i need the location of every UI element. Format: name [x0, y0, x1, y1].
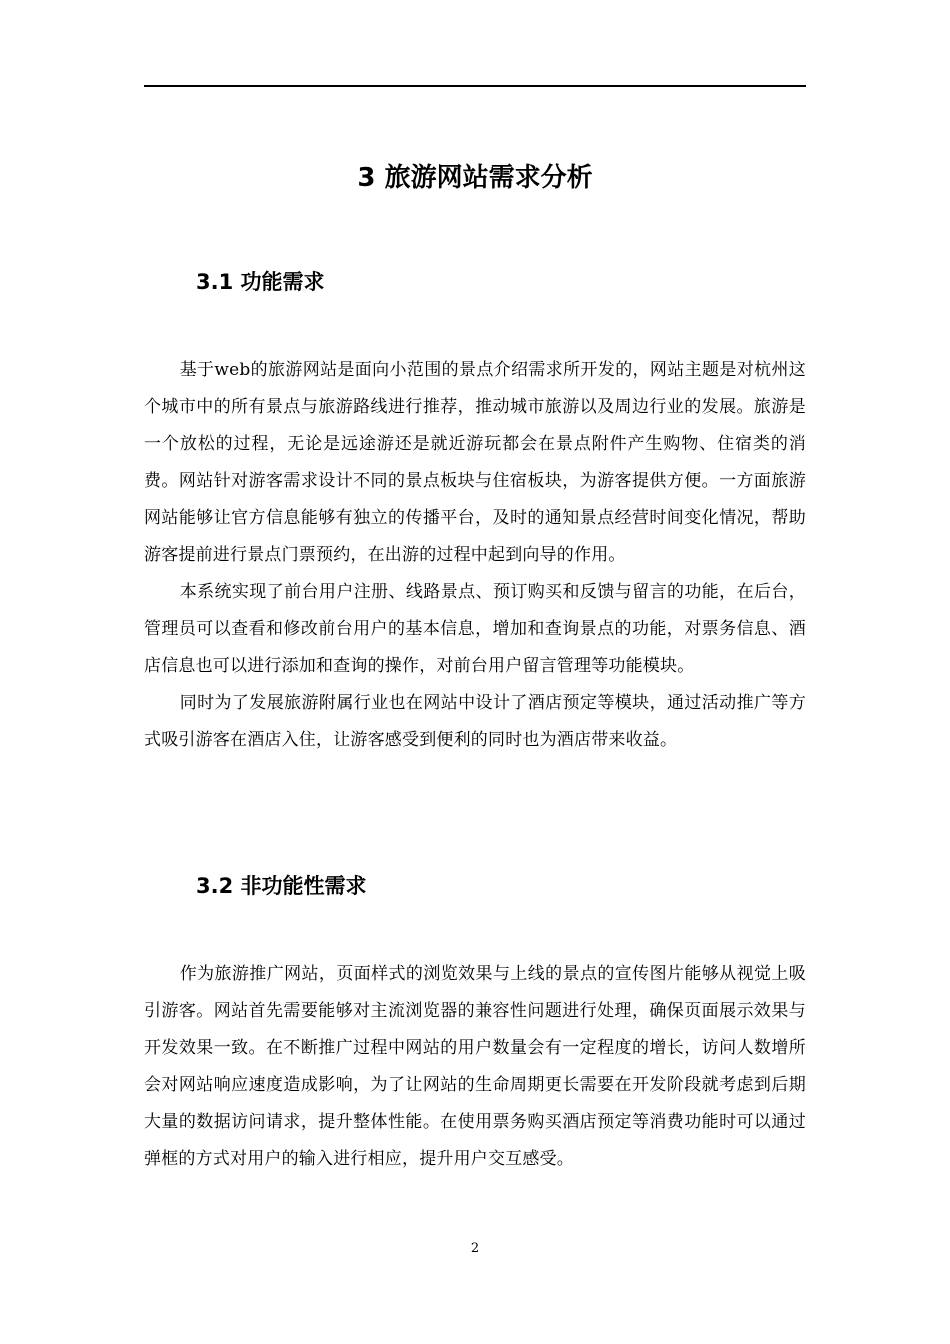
section-heading-functional: 3.1 功能需求 [196, 270, 325, 294]
chapter-title: 3 旅游网站需求分析 [357, 163, 593, 193]
header-rule [144, 85, 806, 87]
paragraph: 作为旅游推广网站，页面样式的浏览效果与上线的景点的宣传图片能够从视觉上吸引游客。网站首先需要能够对主流浏览器的兼容性问题进行处理，确保页面展示效果与开发效果一致。在不断推广过程中网站的用户数量会有一定程度的增长，访问人数增所会对网站响应速度造成影响，为了让网站的生命周期更长需要在开发阶段就考虑到后期大量的数据访问请求，提升整体性能。在使用票务购买酒店预定等消费功能时可以通过弹框的方式对用户的输入进行相应，提升用户交互感受。 [144, 964, 806, 1169]
section-heading-non-functional: 3.2 非功能性需求 [196, 874, 367, 898]
section-body-non-functional [144, 956, 806, 1178]
paragraph: 本系统实现了前台用户注册、线路景点、预订购买和反馈与留言的功能，在后台，管理员可以查看和修改前台用户的基本信息，增加和查询景点的功能，对票务信息、酒店信息也可以进行添加和查询的操作，对前台用户留言管理等功能模块。 [144, 582, 806, 676]
page-number: 2 [470, 1241, 480, 1256]
paragraph: 同时为了发展旅游附属行业也在网站中设计了酒店预定等模块，通过活动推广等方式吸引游客在酒店入住，让游客感受到便利的同时也为酒店带来收益。 [144, 693, 806, 750]
paragraph: 基于web的旅游网站是面向小范围的景点介绍需求所开发的，网站主题是对杭州这个城市中的所有景点与旅游路线进行推荐，推动城市旅游以及周边行业的发展。旅游是一个放松的过程，无论是远途游还是就近游玩都会在景点附件产生购物、住宿类的消费。网站针对游客需求设计不同的景点板块与住宿板块，为游客提供方便。一方面旅游网站能够让官方信息能够有独立的传播平台，及时的通知景点经营时间变化情况，帮助游客提前进行景点门票预约，在出游的过程中起到向导的作用。 [144, 360, 806, 565]
section-body-functional [144, 352, 806, 759]
